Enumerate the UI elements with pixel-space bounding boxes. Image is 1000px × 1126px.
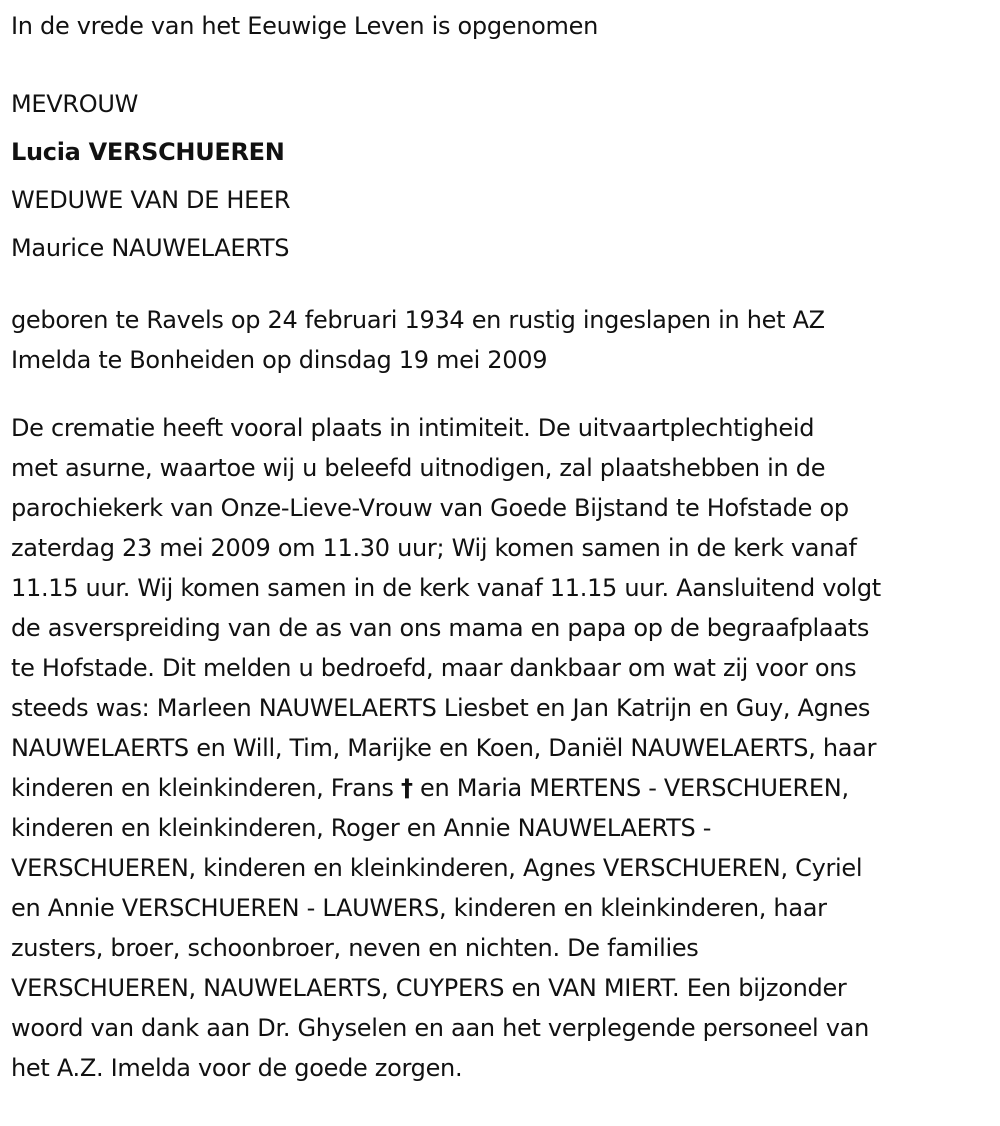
paragraph-line: parochiekerk van Onze-Lieve-Vrouw van Goede Bijstand te Hofstade op — [11, 494, 849, 522]
paragraph-line: geboren te Ravels op 24 februari 1934 en rustig ingeslapen in het AZ — [11, 306, 825, 334]
widow-line: WEDUWE VAN DE HEER — [11, 186, 291, 214]
paragraph-line: VERSCHUEREN, NAUWELAERTS, CUYPERS en VAN MIERT. Een bijzonder — [11, 974, 847, 1002]
birth-death-paragraph — [11, 300, 991, 380]
paragraph-line: de asverspreiding van de as van ons mama en papa op de begraafplaats — [11, 614, 870, 642]
paragraph-line: en Annie VERSCHUEREN - LAUWERS, kinderen en kleinkinderen, haar — [11, 894, 827, 922]
paragraph-line: zusters, broer, schoonbroer, neven en nichten. De families — [11, 934, 699, 962]
spacer — [11, 272, 991, 300]
paragraph-line: woord van dank aan Dr. Ghyselen en aan het verplegende personeel van — [11, 1014, 869, 1042]
cross-line-after: en Maria MERTENS - VERSCHUEREN, — [412, 774, 849, 802]
paragraph-line: Imelda te Bonheiden op dinsdag 19 mei 2009 — [11, 346, 548, 374]
paragraph-line: kinderen en kleinkinderen, Roger en Annie NAUWELAERTS - — [11, 814, 712, 842]
paragraph-line: NAUWELAERTS en Will, Tim, Marijke en Koen, Daniël NAUWELAERTS, haar — [11, 734, 877, 762]
obituary-document — [11, 0, 991, 1088]
paragraph-line: te Hofstade. Dit melden u bedroefd, maar dankbaar om wat zij voor ons — [11, 654, 857, 682]
paragraph-line-with-cross — [11, 768, 991, 808]
paragraph-line: het A.Z. Imelda voor de goede zorgen. — [11, 1054, 463, 1082]
spacer — [11, 380, 991, 408]
spouse-name: Maurice NAUWELAERTS — [11, 234, 290, 262]
deceased-name: Lucia VERSCHUEREN — [11, 138, 285, 166]
honorific: MEVROUW — [11, 90, 139, 118]
cross-line-before: kinderen en kleinkinderen, Frans — [11, 774, 401, 802]
spacer — [11, 52, 991, 80]
paragraph-line: met asurne, waartoe wij u beleefd uitnodigen, zal plaatshebben in de — [11, 454, 826, 482]
paragraph-line: zaterdag 23 mei 2009 om 11.30 uur; Wij komen samen in de kerk vanaf — [11, 534, 857, 562]
paragraph-line: VERSCHUEREN, kinderen en kleinkinderen, Agnes VERSCHUEREN, Cyriel — [11, 854, 863, 882]
paragraph-line: 11.15 uur. Wij komen samen in de kerk vanaf 11.15 uur. Aansluitend volgt — [11, 574, 881, 602]
cross-icon: † — [400, 774, 413, 802]
paragraph-line: De crematie heeft vooral plaats in intimiteit. De uitvaartplechtigheid — [11, 414, 815, 442]
announcement-paragraph — [11, 408, 991, 1088]
paragraph-line: steeds was: Marleen NAUWELAERTS Liesbet en Jan Katrijn en Guy, Agnes — [11, 694, 871, 722]
intro-line: In de vrede van het Eeuwige Leven is opgenomen — [11, 12, 599, 40]
